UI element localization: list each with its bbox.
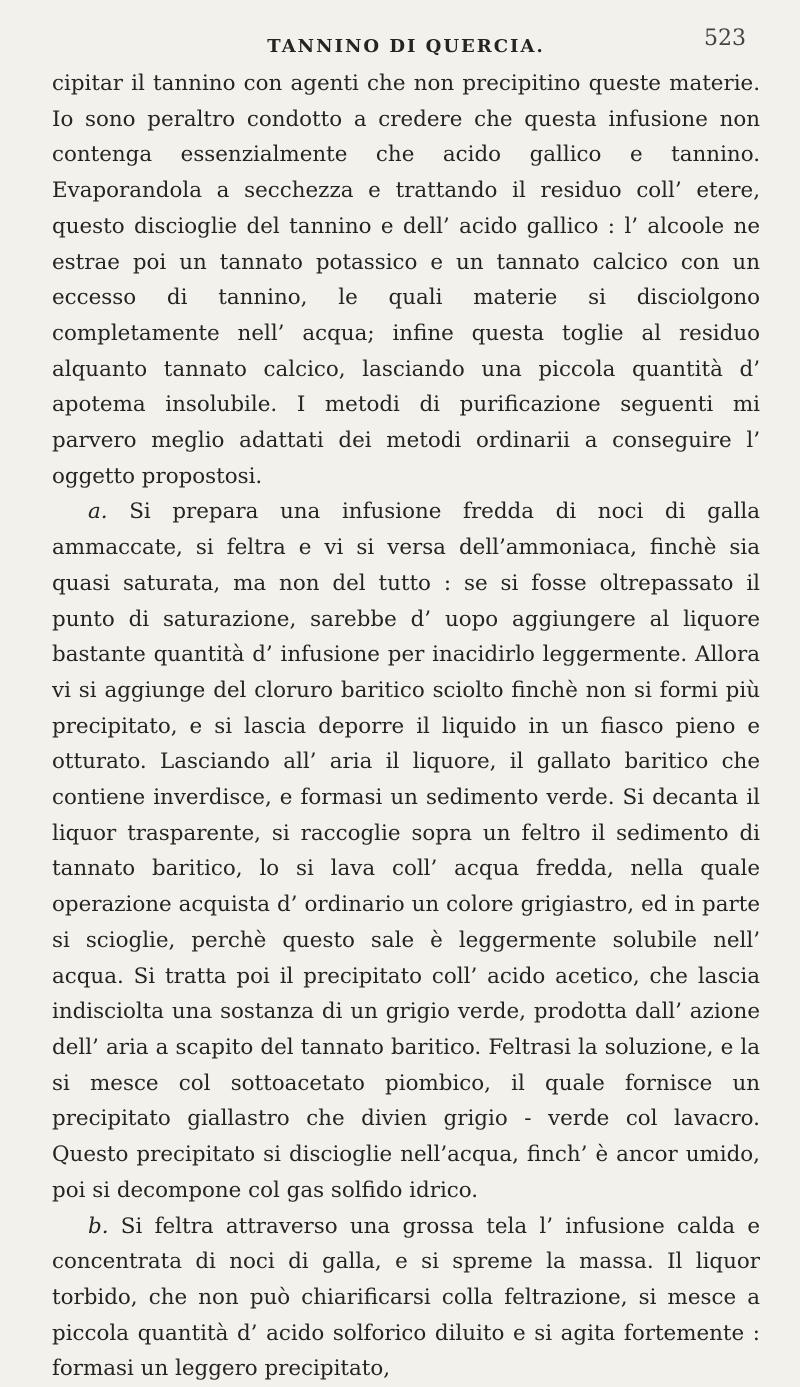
body-text <box>52 66 760 1387</box>
paragraph-text: cipitar il tannino con agenti che non precipitino queste materie. Io sono peraltro condotto a credere che questa infusione non contenga essenzialmente che acido gallico e tannino. Evaporandola a secchezza e trattando il residuo coll’ etere, questo discioglie del tannino e dell’ acido gallico : l’ alcoole ne estrae poi un tannato potassico e un tannato calcico con un eccesso di tannino, le quali materie si disciolgono completamente nell’ acqua; infine questa toglie al residuo alquanto tannato calcico, lasciando una piccola quantità d’ apotema insolubile. I metodi di purificazione seguenti mi parvero meglio adattati dei metodi ordinarii a conseguire l’ oggetto propostosi. <box>52 71 760 489</box>
running-header <box>52 0 760 66</box>
section-letter-a: a. <box>88 499 108 524</box>
section-letter-b: b. <box>88 1214 109 1239</box>
page-number: 523 <box>704 26 746 51</box>
running-title: TANNINO DI QUERCIA. <box>52 36 760 57</box>
paragraph-continuation <box>52 66 760 494</box>
paragraph-method-a <box>52 494 760 1208</box>
paragraph-text: Si prepara una infusione fredda di noci di galla ammaccate, si feltra e vi si versa dell’ammoniaca, finchè sia quasi saturata, ma non del tutto : se si fosse oltrepassato il punto di saturazione, sarebbe d’ uopo aggiungere al liquore bastante quantità d’ infusione per inacidirlo leggermente. Allora vi si aggiunge del cloruro baritico sciolto finchè non si formi più precipitato, e si lascia deporre il liquido in un fiasco pieno e otturato. Lasciando all’ aria il liquore, il gallato baritico che contiene inverdisce, e formasi un sedimento verde. Si decanta il liquor trasparente, si raccoglie sopra un feltro il sedimento di tannato baritico, lo si lava coll’ acqua fredda, nella quale operazione acquista d’ ordinario un colore grigiastro, ed in parte si scioglie, perchè questo sale è leggermente solubile nell’ acqua. Si tratta poi il precipitato coll’ acido acetico, che lascia indisciolta una sostanza di un grigio verde, prodotta dall’ azione dell’ aria a scapito del tannato baritico. Feltrasi la soluzione, e la si mesce col sottoacetato piombico, il quale fornisce un precipitato giallastro che divien grigio - verde col lavacro. Questo precipitato si discioglie nell’acqua, finch’ è ancor umido, poi si decompone col gas solfido idrico. <box>52 499 760 1202</box>
paragraph-method-b <box>52 1209 760 1387</box>
paragraph-text: Si feltra attraverso una grossa tela l’ infusione calda e concentrata di noci di galla, e si spreme la massa. Il liquor torbido, che non può chiarificarsi colla feltrazione, si mesce a piccola quantità d’ acido solforico diluito e si agita fortemente : formasi un leggero precipitato, <box>52 1214 760 1382</box>
